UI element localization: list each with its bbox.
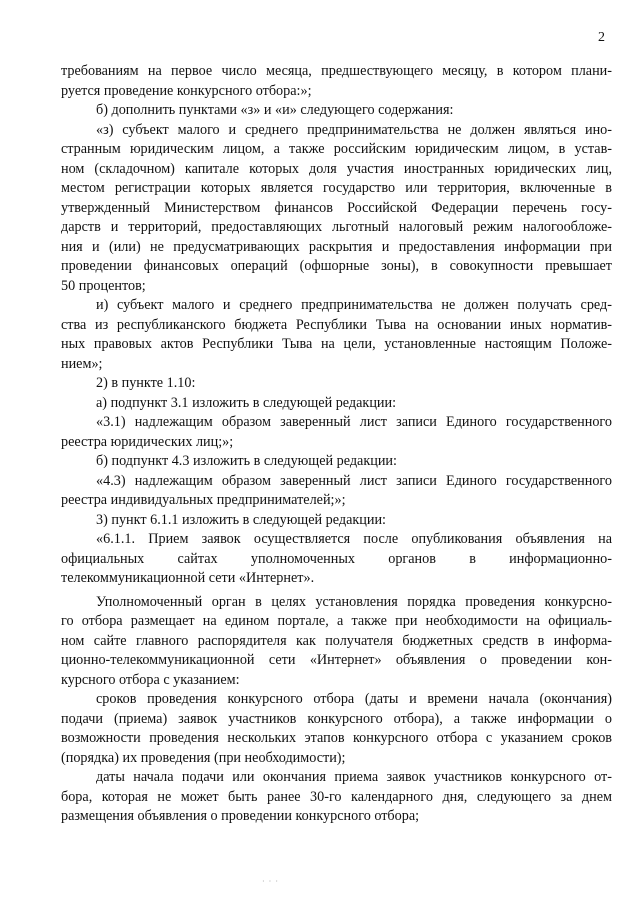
text-line: Уполномоченный орган в целях установления порядка проведения конкурсно-	[96, 593, 612, 610]
text-line: а) подпункт 3.1 изложить в следующей редакции:	[96, 394, 397, 411]
text-line: утвержденный Министерством финансов Российской Федерации перечень госу-	[61, 199, 612, 216]
text-line: ства из республиканского бюджета Республики Тыва на основании иных норматив-	[61, 316, 612, 333]
scan-artifact: · · ·	[262, 877, 279, 886]
text-line: «6.1.1. Прием заявок осуществляется после опубликования объявления на	[96, 531, 612, 547]
text-line: телекоммуникационной сети «Интернет».	[61, 570, 315, 586]
text-line: «з) субъект малого и среднего предпринимательства не должен являться ино-	[96, 121, 612, 138]
text-line: даты начала подачи или окончания приема заявок участников конкурсного от-	[96, 769, 612, 785]
text-line: местом регистрации которых является государство или территория, включенные в	[61, 180, 612, 196]
text-line: «3.1) надлежащим образом заверенный лист записи Единого государственного	[96, 414, 612, 430]
text-line: и) субъект малого и среднего предпринимательства не должен получать сред-	[96, 297, 612, 313]
text-line: б) подпункт 4.3 изложить в следующей редакции:	[96, 453, 397, 469]
text-line: дарств и территорий, предоставляющих льготный налоговый режим налогообложе-	[61, 219, 612, 235]
document-body	[61, 62, 612, 827]
text-line: б) дополнить пунктами «з» и «и» следующего содержания:	[96, 102, 454, 118]
text-line: ционно-телекоммуникационной сети «Интернет» объявления о проведении кон-	[61, 652, 612, 668]
text-line: официальных сайтах уполномоченных органов в информационно-	[61, 550, 612, 567]
text-line: возможности проведения нескольких этапов конкурсного отбора с указанием сроков	[61, 730, 612, 746]
text-line: 50 процентов;	[61, 277, 146, 294]
text-line: реестра юридических лиц;»;	[61, 433, 234, 450]
text-line: бора, которая не может быть ранее 30-го календарного дня, следующего за днем	[61, 788, 612, 805]
text-line: подачи (приема) заявок участников конкурсного отбора), а также информации о	[61, 710, 612, 727]
text-line: ном (складочном) капитале которых доля участия иностранных юридических лиц,	[61, 160, 612, 177]
text-line: странным юридическим лицом, а также российским юридическим лицом, в устав-	[61, 141, 612, 157]
page-number: 2	[598, 30, 605, 45]
text-line: курсного отбора с указанием:	[61, 671, 240, 688]
text-line: требованиям на первое число месяца, предшествующего месяцу, в котором плани-	[61, 63, 612, 79]
text-line: 3) пункт 6.1.1 изложить в следующей редакции:	[96, 511, 386, 528]
text-line: (порядка) их проведения (при необходимости);	[61, 749, 346, 766]
text-line: проведении финансовых операций (офшорные зоны), в совокупности превышает	[61, 258, 612, 274]
text-line: сроков проведения конкурсного отбора (даты и времени начала (окончания)	[96, 691, 612, 707]
text-line: ния и (или) не предусматривающих раскрытия и предоставления информации при	[61, 238, 612, 255]
text-line: ных правовых актов Республики Тыва на цели, установленные настоящим Положе-	[61, 336, 612, 352]
text-line: размещения объявления о проведении конкурсного отбора;	[61, 808, 420, 824]
text-line: 2) в пункте 1.10:	[96, 375, 196, 391]
text-line: «4.3) надлежащим образом заверенный лист записи Единого государственного	[96, 472, 612, 489]
text-line: руется проведение конкурсного отбора:»;	[61, 82, 312, 99]
text-line: нием»;	[61, 355, 103, 372]
text-line: реестра индивидуальных предпринимателей;»;	[61, 492, 346, 508]
text-line: ном сайте главного распорядителя как получателя бюджетных средств в информа-	[61, 632, 612, 649]
text-line: го отбора размещает на едином портале, а также при необходимости на официаль-	[61, 613, 612, 629]
